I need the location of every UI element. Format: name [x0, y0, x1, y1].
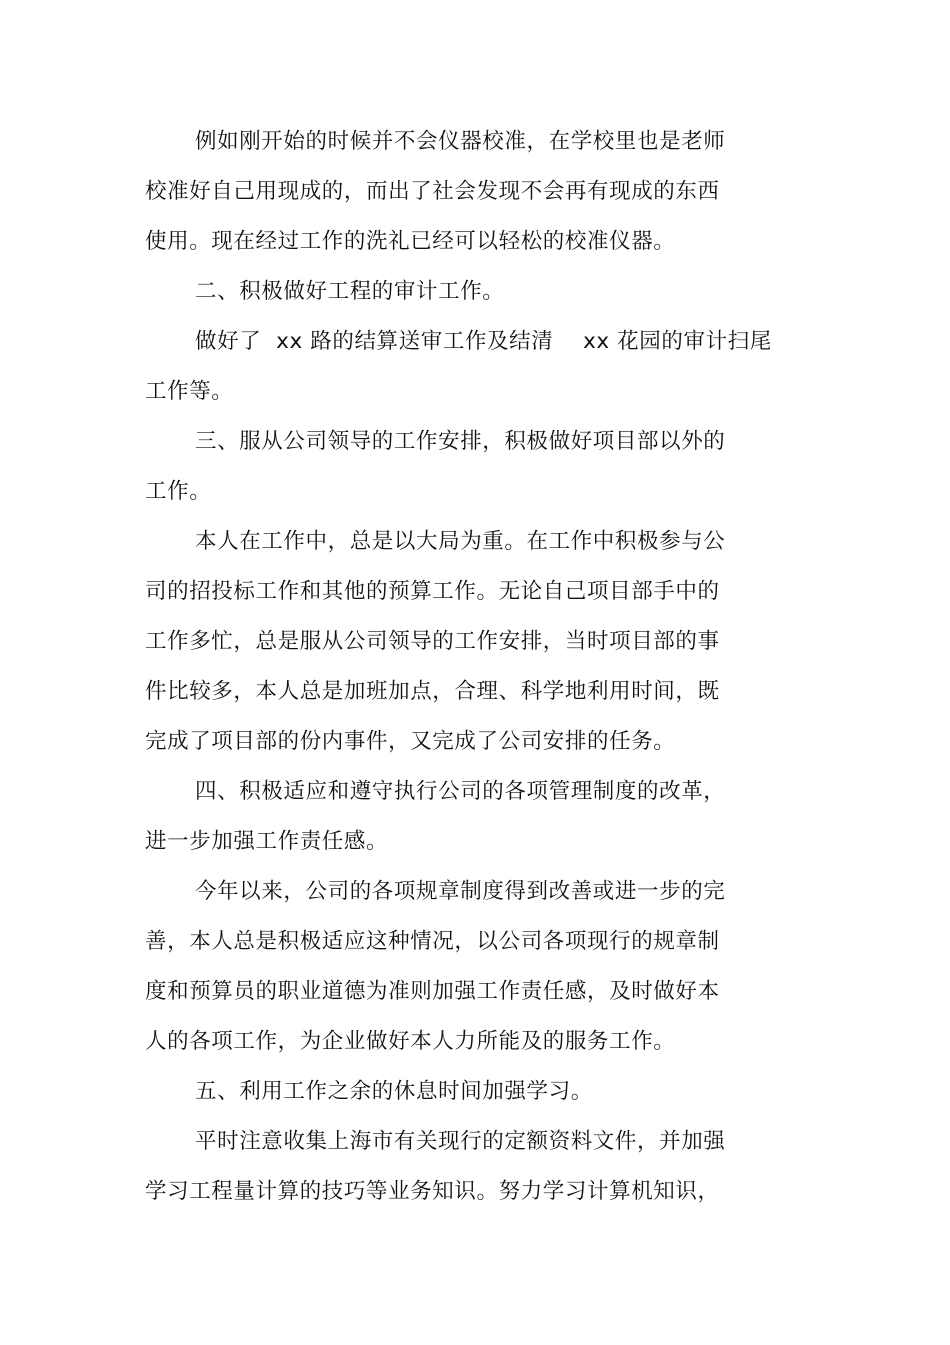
- text-line: 平时注意收集上海市有关现行的定额资料文件，并加强: [195, 1129, 726, 1154]
- text-line: 做好了 xx 路的结算送审工作及结清 xx 花园的审计扫尾: [195, 329, 772, 354]
- text-line: 工作等。: [145, 379, 234, 404]
- section-heading: 三、服从公司领导的工作安排，积极做好项目部以外的: [195, 429, 726, 454]
- section-heading: 二、积极做好工程的审计工作。: [195, 279, 505, 304]
- text-line: 完成了项目部的份内事件，又完成了公司安排的任务。: [145, 729, 676, 754]
- section-heading-continued: 工作。: [145, 479, 212, 504]
- text-line: 工作多忙，总是服从公司领导的工作安排，当时项目部的事: [145, 629, 720, 654]
- text-line: 今年以来，公司的各项规章制度得到改善或进一步的完: [195, 879, 726, 904]
- text-line: 校准好自己用现成的，而出了社会发现不会再有现成的东西: [145, 179, 720, 204]
- text-line: 人的各项工作，为企业做好本人力所能及的服务工作。: [145, 1029, 676, 1054]
- text-line: 使用。现在经过工作的洗礼已经可以轻松的校准仪器。: [145, 229, 676, 254]
- section-heading-continued: 进一步加强工作责任感。: [145, 829, 389, 854]
- text-line: 司的招投标工作和其他的预算工作。无论自己项目部手中的: [145, 579, 720, 604]
- text-line: 本人在工作中，总是以大局为重。在工作中积极参与公: [195, 529, 726, 554]
- text-line: 例如刚开始的时候并不会仪器校准，在学校里也是老师: [195, 129, 726, 154]
- text-line: 件比较多，本人总是加班加点，合理、科学地利用时间，既: [145, 679, 720, 704]
- text-line: 学习工程量计算的技巧等业务知识。努力学习计算机知识，: [145, 1179, 720, 1204]
- section-heading: 五、利用工作之余的休息时间加强学习。: [195, 1079, 593, 1104]
- text-line: 善，本人总是积极适应这种情况，以公司各项现行的规章制: [145, 929, 720, 954]
- text-line: 度和预算员的职业道德为准则加强工作责任感，及时做好本: [145, 979, 720, 1004]
- section-heading: 四、积极适应和遵守执行公司的各项管理制度的改革，: [195, 779, 726, 804]
